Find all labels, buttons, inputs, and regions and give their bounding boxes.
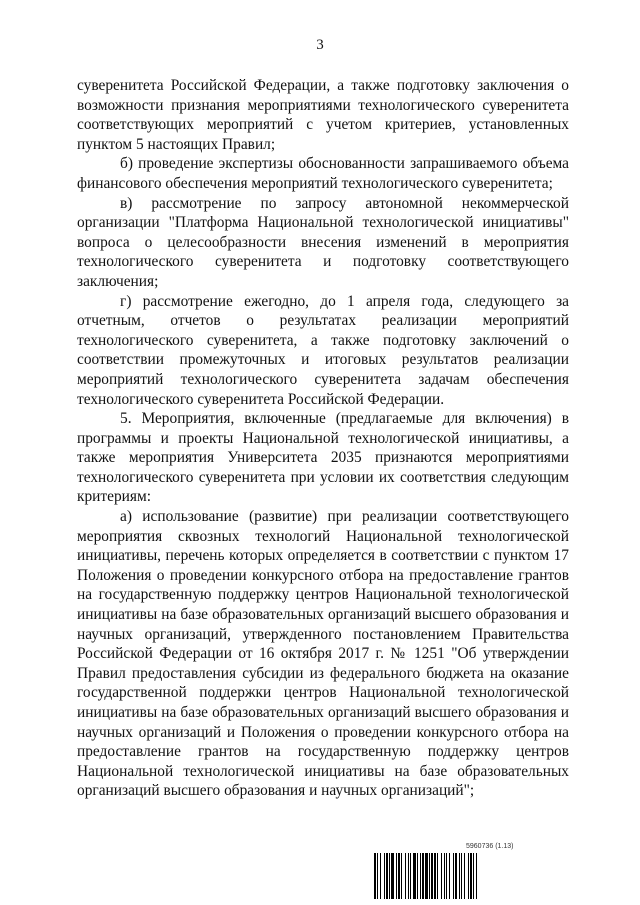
paragraph-continuation: суверенитета Российской Федерации, а также подготовку заключения о возможности признания мероприятиями технологического суверенитета соответствующих мероприятий с учетом критериев, установленных пунктом 5 настоящих Правил; [77, 77, 569, 153]
barcode-bar [434, 853, 436, 899]
barcode-bar [459, 853, 460, 899]
barcode-bar [429, 853, 430, 899]
barcode-bar [476, 853, 477, 899]
barcode-bar [461, 853, 462, 899]
barcode-bar [437, 853, 438, 899]
barcode-bar [425, 853, 428, 899]
barcode-bar [413, 853, 416, 899]
barcode-bar [431, 853, 433, 899]
paragraph-item-v: в) рассмотрение по запросу автономной некоммерческой организации "Платформа Национальной технологической инициативы" вопроса о целесообразности внесения изменений в мероприятия технологического суверенитета и подготовку соответствующего заключения; [77, 194, 569, 290]
barcode-icon [374, 853, 564, 899]
barcode-bar [441, 853, 442, 899]
paragraph-item-a: а) использование (развитие) при реализации соответствующего мероприятия сквозных технологий Национальной технологической инициативы, перечень которых определяется в соответствии с пунктом 17 Положения о проведении конкурсного отбора на предоставление грантов на государственную поддержку центров Национальной технологической инициативы на базе образовательных организаций высшего образования и научных организаций, утвержденного постановлением Правительства Российской Федерации от 16 октября 2017 г. № 1251 "Об утверждении Правил предоставления субсидии из федерального бюджета на оказание государственной поддержки центров Национальной технологической инициативы на базе образовательных организаций высшего образования и научных организаций и Положения о проведении конкурсного отбора на предоставление грантов на государственную поддержку центров Национальной технологической инициативы на базе образовательных организаций высшего образования и научных организаций"; [77, 508, 569, 800]
barcode-bar [391, 853, 394, 899]
document-body [77, 76, 569, 801]
barcode-bar [470, 853, 472, 899]
paragraph-item-g: г) рассмотрение ежегодно, до 1 апреля года, следующего за отчетным, отчетов о результатах реализации мероприятий технологического суверенитета, а также подготовку заключений о соответствии промежуточных и итоговых результатов реализации мероприятий технологического суверенитета задачам обеспечения технологического суверенитета Российской Федерации. [77, 292, 569, 408]
barcode-bar [453, 853, 454, 899]
barcode-bar [468, 853, 469, 899]
barcode-bar [420, 853, 421, 899]
barcode-bar [405, 853, 406, 899]
barcode-bar [473, 853, 474, 899]
barcode-bar [398, 853, 400, 899]
barcode-bar [417, 853, 418, 899]
barcode-bar [464, 853, 465, 899]
barcode-caption: 5960736 (1.13) [466, 843, 514, 850]
barcode-bar [408, 853, 409, 899]
barcode-bar [389, 853, 390, 899]
barcode-bar [396, 853, 397, 899]
paragraph-clause-5: 5. Мероприятия, включенные (предлагаемые для включения) в программы и проекты Национальной технологической инициативы, а также мероприятия Университета 2035 признаются мероприятиями технологического суверенитета при условии их соответствия следующим критериям: [77, 410, 569, 506]
barcode-bar [444, 853, 445, 899]
barcode-bar [449, 853, 450, 899]
paragraph-item-b: б) проведение экспертизы обоснованности запрашиваемого объема финансового обеспечения мероприятий технологического суверенитета; [77, 155, 569, 192]
barcode-bar [384, 853, 385, 899]
barcode-bar [380, 853, 381, 899]
barcode-bar [410, 853, 411, 899]
barcode-bar [422, 853, 424, 899]
page-number: 3 [316, 37, 324, 53]
barcode-bar [401, 853, 402, 899]
barcode-bar [377, 853, 378, 899]
barcode-bar [386, 853, 388, 899]
barcode-bar [374, 853, 376, 899]
barcode-bar [455, 853, 457, 899]
barcode-bar [446, 853, 447, 899]
